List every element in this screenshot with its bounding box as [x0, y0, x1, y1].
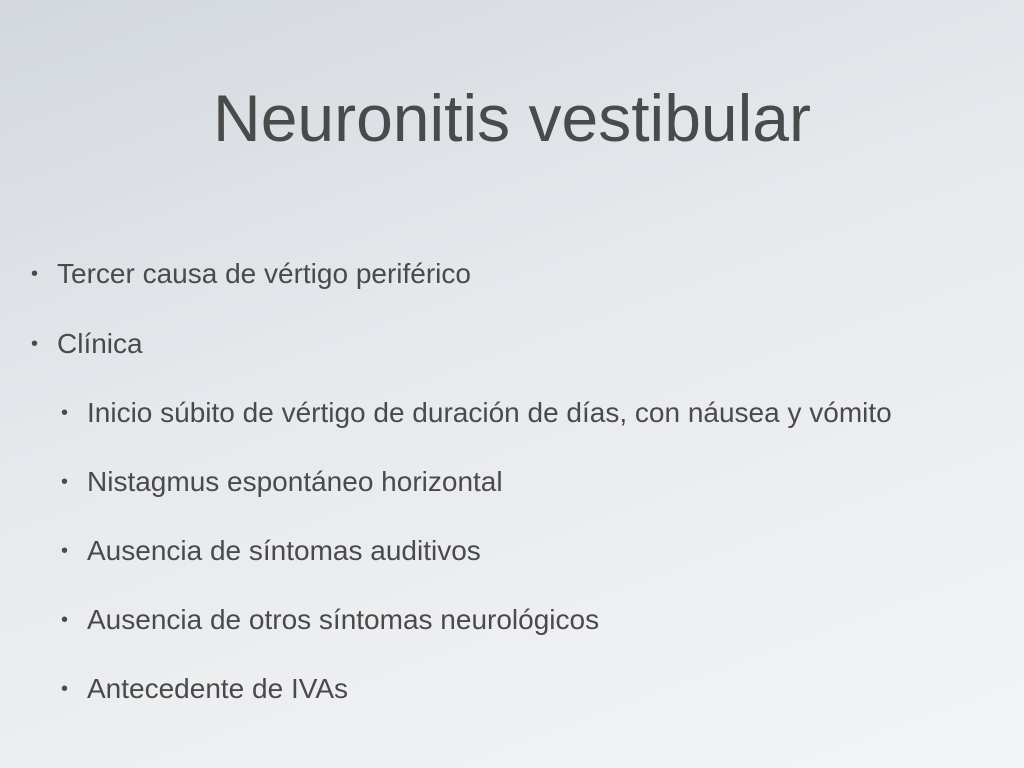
bullet-dot: • — [31, 333, 39, 355]
bullet-item-tercer-causa — [31, 257, 471, 291]
sub-bullet-item-antecedente — [61, 672, 348, 706]
bullet-dot: • — [61, 609, 69, 631]
bullet-text: Ausencia de síntomas auditivos — [87, 535, 481, 566]
sub-bullet-item-ausencia-neurologicos — [61, 603, 600, 637]
bullet-text: Antecedente de IVAs — [87, 673, 348, 704]
bullet-dot: • — [61, 402, 69, 424]
bullet-text: Nistagmus espontáneo horizontal — [87, 466, 503, 497]
slide-title: Neuronitis vestibular — [213, 81, 811, 155]
bullet-text: Clínica — [57, 328, 143, 359]
bullet-dot: • — [61, 540, 69, 562]
bullet-dot: • — [61, 471, 69, 493]
bullet-item-clinica — [31, 327, 143, 361]
bullet-dot: • — [61, 678, 69, 700]
sub-bullet-item-ausencia-auditivos — [61, 534, 481, 568]
sub-bullet-item-inicio — [61, 396, 892, 430]
sub-bullet-item-nistagmus — [61, 465, 503, 499]
bullet-dot: • — [31, 263, 39, 285]
bullet-text: Inicio súbito de vértigo de duración de días, con náusea y vómito — [87, 397, 892, 428]
bullet-text: Tercer causa de vértigo periférico — [57, 258, 471, 289]
bullet-text: Ausencia de otros síntomas neurológicos — [87, 604, 600, 635]
